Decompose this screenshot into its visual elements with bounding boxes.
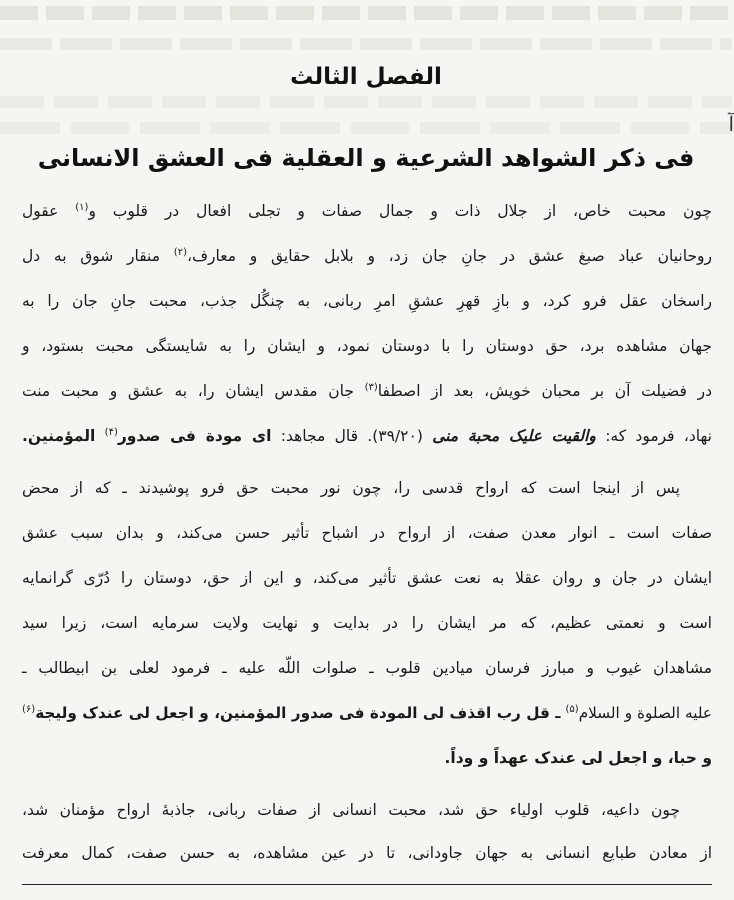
footnote-marker: (۲) (173, 246, 187, 258)
text-line-11 (22, 655, 712, 681)
show-through-texture (0, 122, 732, 134)
show-through-texture (0, 96, 732, 108)
text-run: در فضیلت آن بر محبان خویش، بعد از اصطفا (377, 382, 712, 400)
bold-run: ـ قل رب اقذف لی المودة فی صدور المؤمنین، و اجعل لی عندک ولیجة (35, 704, 561, 722)
text-run: است و نعمتی عظیم، که مر ایشان را در بدایت و نهایت ولایت سرمایه است، زیرا سید (22, 614, 712, 632)
footnote-marker: (۳) (364, 381, 378, 393)
text-run: چون داعیه، قلوب اولیاء حق شد، محبت انسانی از صفات ربانی، جاذبهٔ ارواح مؤمنان شد، (22, 801, 680, 819)
text-run: جهان مشاهده برد، حق دوستان را با دوستان نمود، و ایشان را به شایستگی محبت بستود، و (22, 337, 712, 355)
text-line-8 (22, 520, 712, 546)
text-run: راسخان عقل فرو کرد، و بازِ قهرِ عشقِ امرِ ربانی، به چنگُل جذب، محبت جانِ جان را به (22, 292, 712, 310)
text-line-4 (22, 333, 712, 359)
text-line-5 (22, 378, 712, 404)
text-run: منقار شوق به دل (22, 247, 161, 265)
chapter-title: الفصل الثالث (290, 64, 442, 90)
section-heading: فی ذکر الشواهد الشرعیة و العقلیة فی العشق الانسانی (37, 144, 695, 172)
text-run: روحانیان عباد صبغ عشق در جانِ جان زد، و بلابل حقایق و معارف، (186, 247, 712, 265)
text-line-6 (22, 423, 712, 449)
text-run: از معادن طبایع انسانی به جهان جاودانی، تا در عین مشاهده، به حسن صفت، کمال معرفت (22, 844, 712, 862)
quran-quote: والقیت علیک محبة منی (432, 427, 596, 445)
footnote-divider (22, 884, 712, 885)
text-run: مشاهدان غیوب و مبارز فرسان میادین قلوب ـ صلوات اللّه علیه ـ فرمود لعلی بن ابیطالب ـ (22, 659, 712, 677)
text-line-7 (22, 475, 712, 501)
footnote-marker: (۵) (565, 703, 579, 715)
text-line-12 (22, 700, 712, 726)
text-run: عقول (22, 202, 59, 220)
text-line-15 (22, 840, 712, 866)
text-run: (۳۹/۲۰). قال مجاهد: (280, 427, 423, 445)
footnote-marker: (۶) (22, 703, 36, 715)
footnote-marker: (۴) (104, 426, 118, 438)
text-run: پس از اینجا است که ارواح قدسی را، چون نور محبت حق فرو پوشیدند ـ که از محض (22, 479, 680, 497)
text-run: صفات است ـ انوار معدن صفت، از ارواح در اشباح تأثیر حسن می‌کند، و بدان سبب عشق (22, 524, 712, 542)
text-line-1 (22, 198, 712, 224)
bold-run: و حبا، و اجعل لی عندک عهداً و وداً. (444, 749, 712, 767)
text-run: جان مقدس ایشان را، به عشق و محبت منت (22, 382, 354, 400)
text-run: چون محبت خاص، از جلال ذات و جمال صفات و تجلی افعال در قلوب و (88, 202, 712, 220)
show-through-texture (0, 38, 732, 50)
bold-run: ای مودة فی صدور (117, 427, 272, 445)
show-through-texture (0, 6, 732, 20)
text-run: علیه الصلوة و السلام (578, 704, 712, 722)
text-line-3 (22, 288, 712, 314)
text-line-14 (22, 797, 712, 823)
text-line-13 (22, 745, 712, 771)
bold-run: المؤمنین. (22, 427, 96, 445)
text-line-9 (22, 565, 712, 591)
text-line-2 (22, 243, 712, 269)
margin-mark: آ (728, 112, 734, 136)
footnote-marker: (۱) (75, 201, 89, 213)
text-run: نهاد، فرمود که: (605, 427, 712, 445)
text-run: ایشان در جان و روان عقلا به نعت عشق تأثیر می‌کند، و این از حق، دوستان را دُرّی گرانمایه (22, 569, 712, 587)
text-line-10 (22, 610, 712, 636)
